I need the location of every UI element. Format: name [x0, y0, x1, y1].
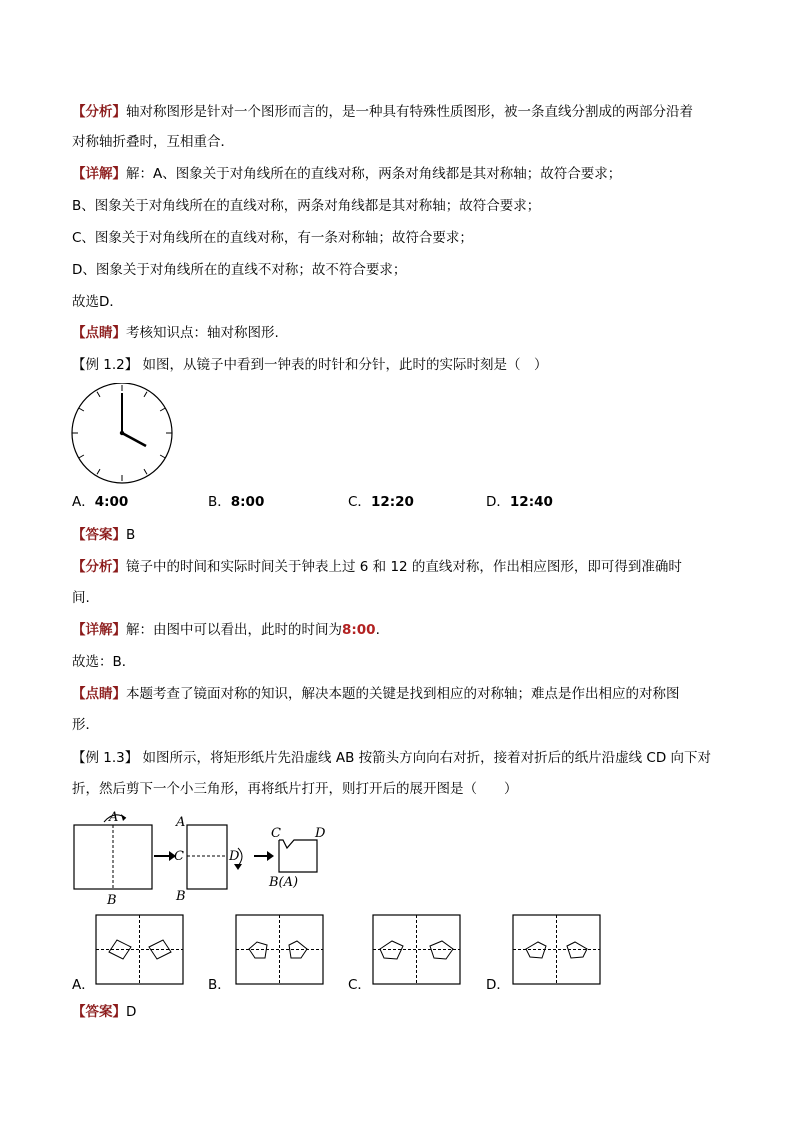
- option-b-figure[interactable]: [235, 914, 325, 986]
- label-d-2: D: [229, 849, 240, 864]
- option-d-label-1-3: D．: [486, 977, 510, 993]
- answer-line-1-3: 【答案】D: [72, 1004, 137, 1020]
- comment-1-2-line-1: 【点睛】本题考查了镜面对称的知识，解决本题的关键是找到相应的对称轴；难点是作出相应的对称图: [72, 686, 680, 702]
- option-a-label-1-3: A．: [72, 977, 95, 993]
- detail-1-2-line: 【详解】解：由图中可以看出，此时的时间为8:00.: [72, 622, 380, 638]
- label-c-3: C: [271, 826, 281, 841]
- option-c-label-1-3: C．: [348, 977, 371, 993]
- option-a-figure[interactable]: [95, 914, 185, 986]
- detail-line-a: 【详解】解：A、图象关于对角线所在的直线对称，两条对角线都是其对称轴；故符合要求；: [72, 166, 622, 182]
- option-a[interactable]: A．4:00: [72, 494, 129, 510]
- option-c[interactable]: C．12:20: [348, 494, 414, 510]
- choose-line: 故选D．: [72, 294, 123, 310]
- option-b-label-1-3: B．: [208, 977, 231, 993]
- label-d-3: D: [315, 826, 326, 841]
- label-c-2: C: [174, 849, 184, 864]
- example-1-2-question: 【例 1.2】 如图，从镜子中看到一钟表的时针和分针，此时的实际时刻是（ ）: [72, 357, 548, 373]
- analysis-line-1: 【分析】轴对称图形是针对一个图形而言的，是一种具有特殊性质图形，被一条直线分割成的两部分沿着: [72, 104, 693, 120]
- detail-line-b: B、图象关于对角线所在的直线对称，两条对角线都是其对称轴；故符合要求；: [72, 198, 541, 214]
- example-1-3-question-line-2: 折，然后剪下一个小三角形，再将纸片打开，则打开后的展开图是（ ）: [72, 781, 518, 797]
- option-c-figure[interactable]: [372, 914, 462, 986]
- example-1-3-question-line-1: 【例 1.3】 如图所示，将矩形纸片先沿虚线 AB 按箭头方向向右对折，接着对折后的纸片沿虚线 CD 向下对: [72, 750, 712, 766]
- label-b-2: B: [176, 889, 186, 904]
- answer-line-1-2: 【答案】B: [72, 527, 136, 543]
- label-a-1: A: [109, 810, 119, 825]
- option-b[interactable]: B．8:00: [208, 494, 265, 510]
- option-d[interactable]: D．12:40: [486, 494, 553, 510]
- choose-1-2-line: 故选：B．: [72, 654, 136, 670]
- option-d-figure[interactable]: [512, 914, 602, 986]
- comment-line: 【点睛】考核知识点：轴对称图形.: [72, 325, 279, 341]
- comment-1-2-line-2: 形．: [72, 717, 99, 733]
- detail-line-d: D、图象关于对角线所在的直线不对称；故不符合要求；: [72, 262, 407, 278]
- analysis-1-2-line-1: 【分析】镜子中的时间和实际时间关于钟表上过 6 和 12 的直线对称，作出相应图形，即可得到准确时: [72, 559, 682, 575]
- label-a-2: A: [176, 815, 186, 830]
- label-ba-3: B(A): [269, 875, 299, 890]
- analysis-1-2-line-2: 间.: [72, 590, 90, 606]
- analysis-line-2: 对称轴折叠时，互相重合．: [72, 134, 234, 150]
- clock-figure: [70, 383, 176, 487]
- folding-diagram: [66, 804, 346, 908]
- detail-line-c: C、图象关于对角线所在的直线对称，有一条对称轴；故符合要求；: [72, 230, 473, 246]
- label-b-1: B: [107, 893, 117, 908]
